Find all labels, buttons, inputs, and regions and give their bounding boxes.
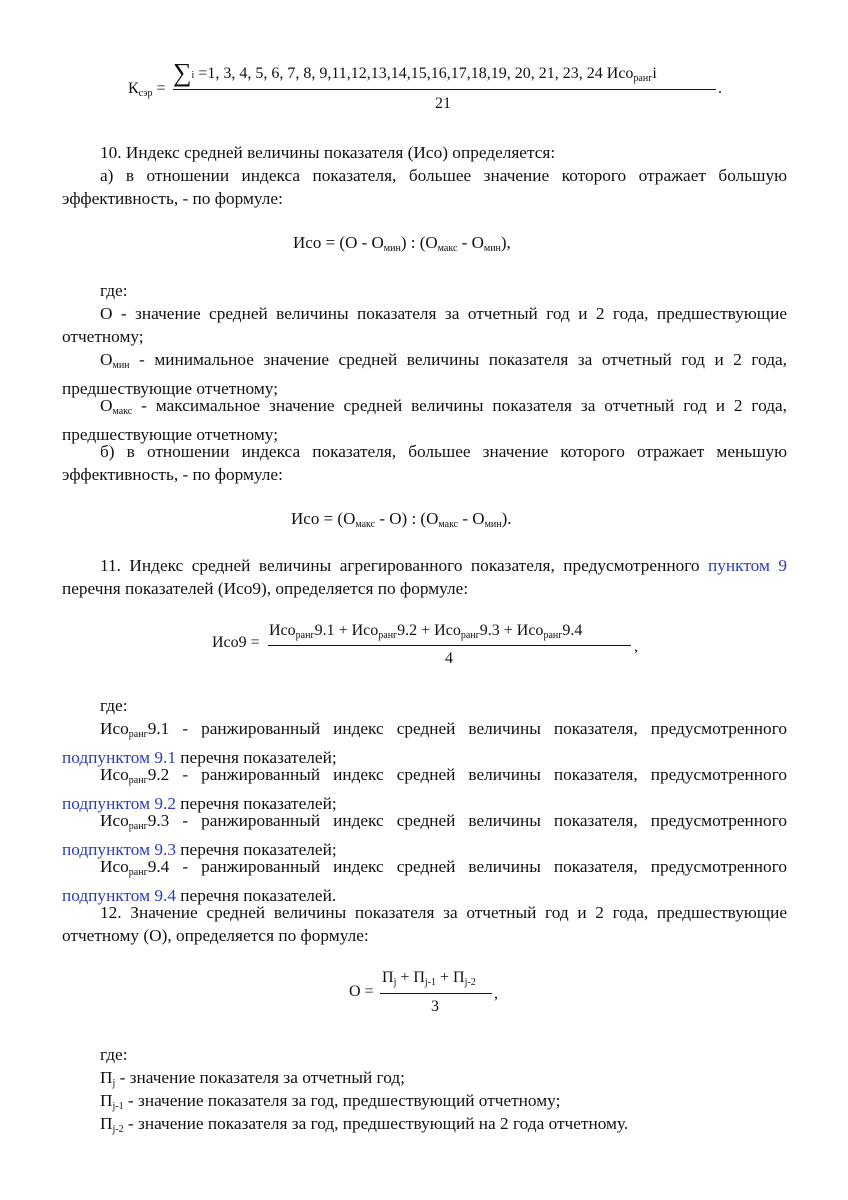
- formula-iso-b: Исо = $(О_{макс} - О)$ : $(О_{макс} - О_{мин})$.: [291, 509, 512, 530]
- def-omin: $О_{мин}$ - минимальное значение средней величины показателя за отчетный год и 2 года, предшествующие отчетному;: [62, 350, 787, 398]
- def-o: О - значение средней величины показателя за отчетный год и 2 года, предшествующие отчетному;: [62, 304, 787, 346]
- formula-lhs-sub: сэр: [138, 88, 153, 99]
- def-omax: $О_{макс}$ - максимальное значение средней величины показателя за отчетный год и 2 года, предшествующие отчетному;: [62, 396, 787, 444]
- fraction-line: [268, 645, 631, 646]
- document-page: $К_{сэр}$ = ∑i =1, 3, 4, 5, 6, 7, 8, 9,11,12,13,14,15,16,17,18,19, 20, 21, 23, 24 Исо$_{ранг}$i 21 . 10. Индекс средней величины показателя (Исо) определяется: а) в отношении индекса показателя, большее значение которого отражает большую эффективность, - по формуле: Исо = $(О - О_{мин})$ : $(О_{макс} - О_{мин})$, где: О - значение средней величины показателя за отчетный год и 2 года, предшествующие отчетному; $О_{мин}$ - минимальное значение средней величины показателя за отчетный год и 2 года, предшествующие отчетному; $О_{макс}$ - максимальное значение средней величины показателя за отчетный год и 2 года, предшествующие отчетному; б) в отношении индекса показателя, большее значение которого отражает меньшую эффективность, - по формуле: Исо = $(О_{макс} - О)$ : $(О_{макс} - О_{мин})$. 11. Индекс средней величины агрегированного показателя, предусмотренного пунктом 9 перечня показателей (Исо9), определяется по формуле: Исо9 = Исо$_{ранг}$9.1 + Исо$_{ранг}$9.2 + Исо$_{ранг}$9.3 + Исо$_{ранг}$9.4 4 , где: Исо$_{ранг}$9.1 - ранжированный индекс средней величины показателя, предусмотренного подпунктом 9.1 перечня показателей; Исо$_{ранг}$9.2 - ранжированный индекс средней величины показателя, предусмотренного подпунктом 9.2 перечня показателей; Исо$_{ранг}$9.3 - ранжированный индекс средней величины показателя, предусмотренного подпунктом 9.3 перечня показателей; Исо$_{ранг}$9.4 - ранжированный индекс средней величины показателя, предусмотренного подпунктом 9.4 перечня показателей. 12. Значение средней величины показателя за отчетный год и 2 года, предшествующие отчетному (О), определяется по формуле: О = $П_j + П_{j-1} + П_{j-2}$ 3 , где: $П_j$ - значение показателя за отчетный год; $П_{j-1}$ - значение показателя за год, предшествующий отчетному; $П_{j-2}$ - значение показателя за год, предшествующий на 2 года отчетному.: [0, 0, 848, 1200]
- section-11-text: 11. Индекс средней величины агрегированного показателя, предусмотренного пунктом 9 перечня показателей (Исо9), определяется по формуле:: [62, 556, 787, 598]
- def-pj: $П_j$ - значение показателя за отчетный год;: [100, 1068, 405, 1089]
- section-12-text: 12. Значение средней величины показателя за отчетный год и 2 года, предшествующие отчетному (О), определяется по формуле:: [62, 903, 787, 945]
- section-10-title: 10. Индекс средней величины показателя (Исо) определяется:: [100, 143, 556, 162]
- formula-iso-a: Исо = $(О - О_{мин})$ : $(О_{макс} - О_{мин})$,: [293, 233, 511, 254]
- list-item: Исо$_{ранг}$9.1 - ранжированный индекс средней величины показателя, предусмотренного подпунктом 9.1 перечня показателей;: [62, 719, 787, 767]
- list-item: Исо$_{ранг}$9.3 - ранжированный индекс средней величины показателя, предусмотренного подпунктом 9.3 перечня показателей;: [62, 811, 787, 859]
- formula-denominator: 21: [435, 95, 451, 112]
- link-subpunkt[interactable]: подпунктом 9.1: [62, 748, 176, 767]
- fraction-line: [380, 993, 492, 994]
- formula-numerator: ∑i =1, 3, 4, 5, 6, 7, 8, 9,11,12,13,14,15,16,17,18,19, 20, 21, 23, 24 Исо$_{ранг}$i: [173, 58, 657, 87]
- def-pj2: $П_{j-2}$ - значение показателя за год, предшествующий на 2 года отчетному.: [100, 1114, 629, 1135]
- link-subpunkt[interactable]: подпунктом 9.3: [62, 840, 176, 859]
- list-item: Исо$_{ранг}$9.2 - ранжированный индекс средней величины показателя, предусмотренного подпунктом 9.2 перечня показателей;: [62, 765, 787, 813]
- list-item: Исо$_{ранг}$9.4 - ранжированный индекс средней величины показателя, предусмотренного подпунктом 9.4 перечня показателей.: [62, 857, 787, 905]
- sigma-symbol: ∑: [173, 58, 192, 87]
- link-punkt-9[interactable]: пунктом 9: [708, 556, 787, 575]
- where-label-3: где:: [100, 1045, 128, 1064]
- where-label-1: где:: [100, 281, 128, 300]
- section-10-b: б) в отношении индекса показателя, большее значение которого отражает меньшую эффективность, - по формуле:: [62, 442, 787, 484]
- link-subpunkt[interactable]: подпунктом 9.4: [62, 886, 176, 905]
- where-label-2: где:: [100, 696, 128, 715]
- section-10-a: а) в отношении индекса показателя, большее значение которого отражает большую эффективность, - по формуле:: [62, 166, 787, 208]
- fraction-line: [173, 89, 716, 90]
- link-subpunkt[interactable]: подпунктом 9.2: [62, 794, 176, 813]
- formula-lhs: К: [128, 80, 139, 97]
- def-pj1: $П_{j-1}$ - значение показателя за год, предшествующий отчетному;: [100, 1091, 561, 1112]
- formula-eq: =: [156, 80, 166, 97]
